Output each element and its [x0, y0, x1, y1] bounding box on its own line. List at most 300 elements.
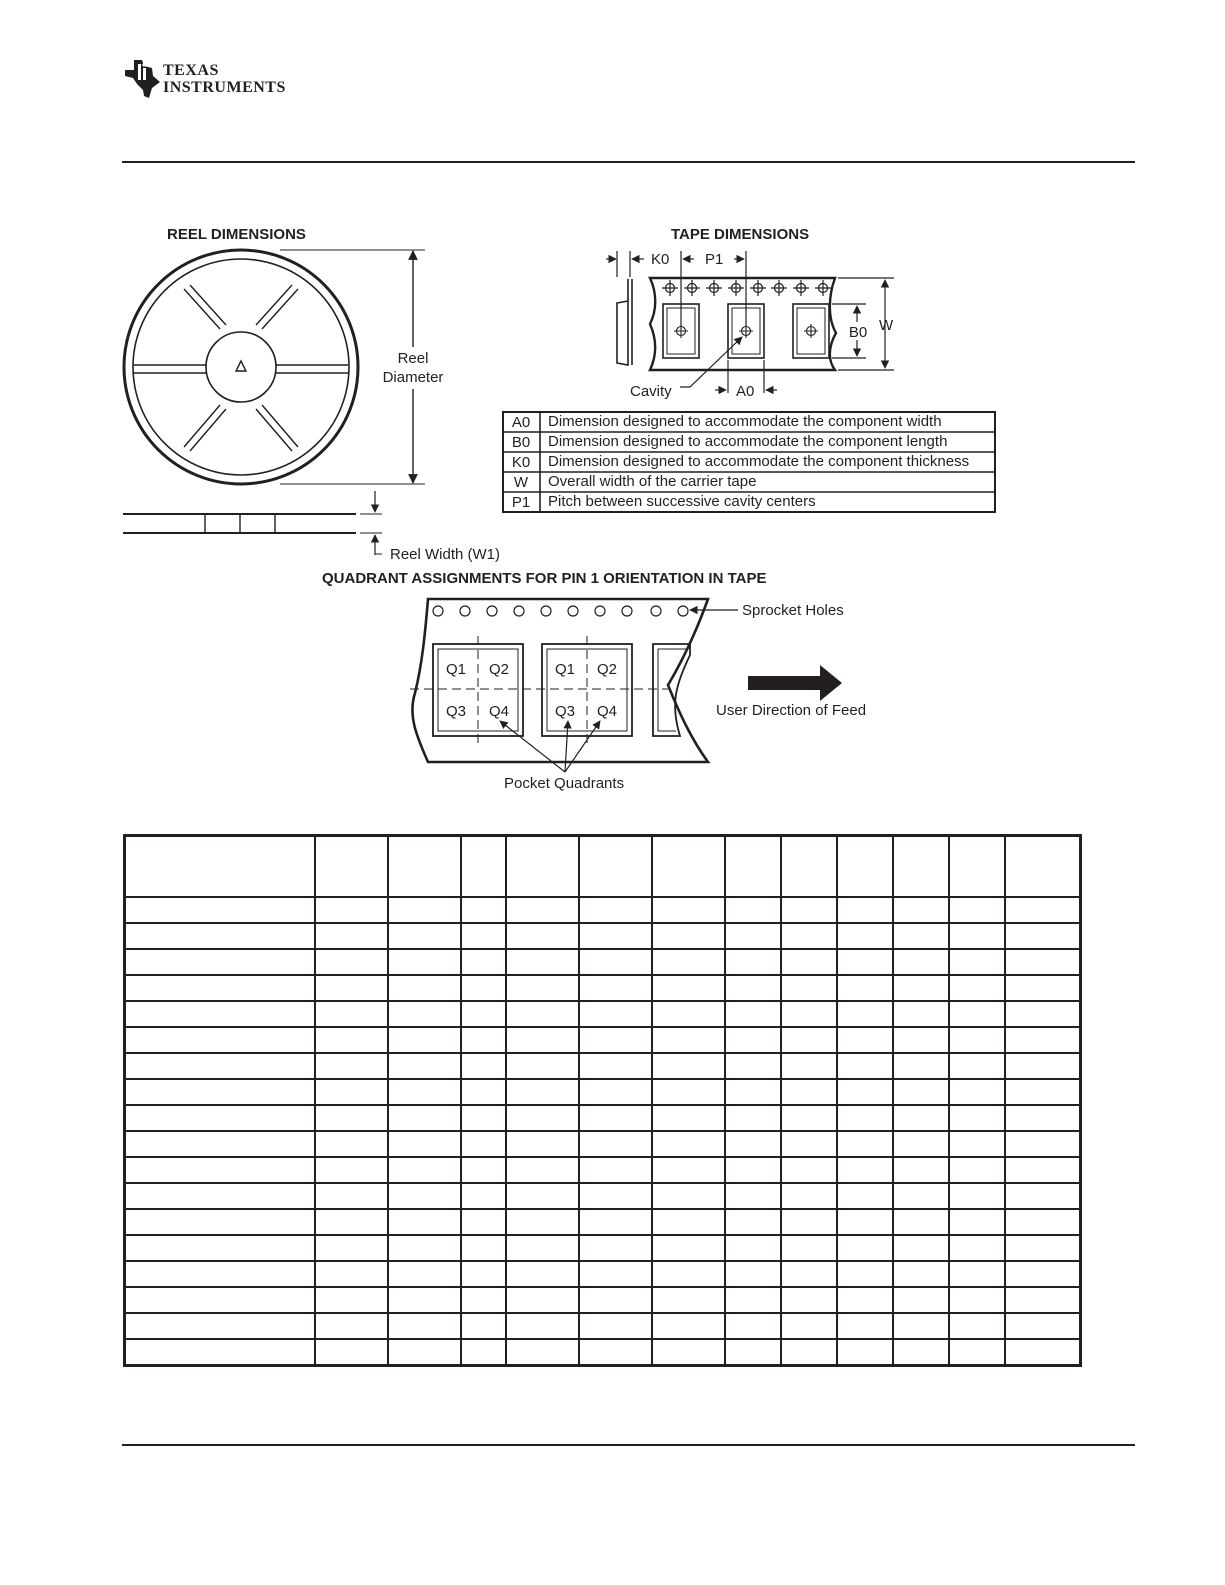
table-cell	[725, 1261, 781, 1287]
table-cell	[781, 1053, 837, 1079]
w-label: W	[879, 317, 894, 334]
table-cell	[388, 1261, 461, 1287]
table-row	[125, 1261, 1081, 1287]
table-cell	[949, 1001, 1005, 1027]
table-cell	[893, 1053, 949, 1079]
table-cell	[506, 923, 579, 949]
table-cell	[388, 1183, 461, 1209]
table-cell	[949, 1131, 1005, 1157]
table-cell	[837, 1287, 893, 1313]
table-cell	[315, 836, 388, 898]
table-cell	[893, 949, 949, 975]
table-cell	[461, 975, 506, 1001]
table-cell	[315, 1131, 388, 1157]
logo-line-2: INSTRUMENTS	[163, 79, 286, 96]
table-cell	[652, 1105, 725, 1131]
table-cell	[315, 949, 388, 975]
table-cell	[461, 1313, 506, 1339]
table-cell	[388, 949, 461, 975]
table-cell	[461, 1209, 506, 1235]
table-row	[125, 949, 1081, 975]
table-cell	[125, 1313, 315, 1339]
table-cell	[781, 1183, 837, 1209]
table-cell	[461, 1235, 506, 1261]
table-cell	[1005, 836, 1081, 898]
table-cell	[837, 949, 893, 975]
table-cell	[949, 1209, 1005, 1235]
table-cell	[388, 1313, 461, 1339]
table-cell	[506, 1235, 579, 1261]
table-cell	[781, 1261, 837, 1287]
pocket-quadrants-label: Pocket Quadrants	[504, 775, 625, 792]
table-cell	[315, 1235, 388, 1261]
table-cell	[315, 1105, 388, 1131]
table-cell	[388, 1079, 461, 1105]
table-cell	[1005, 949, 1081, 975]
table-cell	[315, 1183, 388, 1209]
table-cell	[461, 836, 506, 898]
table-cell	[949, 836, 1005, 898]
quadrant-label: Q4	[597, 703, 618, 720]
table-cell	[125, 1287, 315, 1313]
top-rule	[122, 161, 1135, 163]
table-cell	[949, 897, 1005, 923]
table-cell	[781, 1287, 837, 1313]
table-cell	[652, 836, 725, 898]
table-cell	[461, 1131, 506, 1157]
quadrant-label: Q4	[489, 703, 510, 720]
table-cell	[125, 1183, 315, 1209]
table-cell	[506, 1131, 579, 1157]
table-cell	[125, 1053, 315, 1079]
table-cell	[725, 1079, 781, 1105]
table-cell	[781, 1105, 837, 1131]
table-cell	[725, 897, 781, 923]
table-row	[125, 1001, 1081, 1027]
table-cell	[125, 1261, 315, 1287]
table-cell	[949, 1105, 1005, 1131]
feed-direction-label: User Direction of Feed	[716, 702, 867, 719]
table-cell	[652, 1183, 725, 1209]
table-cell	[125, 1105, 315, 1131]
table-cell	[461, 923, 506, 949]
table-cell	[125, 1001, 315, 1027]
table-cell	[579, 1001, 652, 1027]
table-cell	[579, 1339, 652, 1366]
table-cell	[781, 1313, 837, 1339]
table-cell	[1005, 975, 1081, 1001]
table-cell	[315, 1209, 388, 1235]
quadrant-title: QUADRANT ASSIGNMENTS FOR PIN 1 ORIENTATION IN TAPE	[322, 570, 767, 587]
table-cell	[1005, 1157, 1081, 1183]
table-cell	[837, 1053, 893, 1079]
table-cell	[315, 923, 388, 949]
table-cell	[893, 897, 949, 923]
table-cell	[315, 1261, 388, 1287]
table-cell	[125, 1235, 315, 1261]
table-cell	[949, 1079, 1005, 1105]
table-cell	[506, 1183, 579, 1209]
table-cell	[125, 975, 315, 1001]
table-cell	[461, 1287, 506, 1313]
table-cell	[781, 975, 837, 1001]
table-cell	[388, 1131, 461, 1157]
table-cell	[388, 836, 461, 898]
table-cell	[893, 1001, 949, 1027]
table-cell	[893, 1209, 949, 1235]
table-cell	[949, 949, 1005, 975]
table-cell	[1005, 1235, 1081, 1261]
table-cell	[506, 1261, 579, 1287]
b0-label: B0	[848, 324, 868, 341]
table-cell	[1005, 1027, 1081, 1053]
table-cell	[837, 1183, 893, 1209]
table-cell	[837, 1261, 893, 1287]
table-cell	[837, 975, 893, 1001]
table-cell	[725, 949, 781, 975]
table-cell	[388, 897, 461, 923]
table-cell	[652, 1001, 725, 1027]
table-cell	[949, 975, 1005, 1001]
table-cell	[461, 1339, 506, 1366]
table-cell	[781, 1157, 837, 1183]
table-cell	[506, 1105, 579, 1131]
table-cell	[388, 1157, 461, 1183]
table-cell	[652, 897, 725, 923]
table-cell	[1005, 1131, 1081, 1157]
table-cell	[652, 1079, 725, 1105]
table-cell	[506, 1079, 579, 1105]
table-cell	[506, 1339, 579, 1366]
tape-legend-table	[503, 412, 995, 512]
table-cell	[781, 1027, 837, 1053]
table-cell	[725, 1001, 781, 1027]
table-cell	[652, 1209, 725, 1235]
packaging-table-body	[125, 836, 1081, 1366]
table-cell	[1005, 1183, 1081, 1209]
packaging-table	[123, 834, 1082, 1367]
table-cell	[506, 897, 579, 923]
table-row	[125, 1183, 1081, 1209]
table-cell	[781, 1131, 837, 1157]
table-row	[125, 1131, 1081, 1157]
table-cell	[837, 1105, 893, 1131]
table-row	[125, 1313, 1081, 1339]
table-cell	[725, 1313, 781, 1339]
table-cell	[781, 1001, 837, 1027]
table-cell	[781, 1339, 837, 1366]
table-cell	[837, 1079, 893, 1105]
table-cell	[652, 1053, 725, 1079]
bottom-rule	[122, 1444, 1135, 1446]
tape-dimensions-title: TAPE DIMENSIONS	[671, 226, 810, 243]
table-cell	[506, 836, 579, 898]
table-cell	[125, 1209, 315, 1235]
table-cell	[781, 1209, 837, 1235]
table-cell	[725, 1209, 781, 1235]
table-cell	[579, 975, 652, 1001]
table-row	[125, 897, 1081, 923]
sprocket-holes-label: Sprocket Holes	[742, 602, 844, 619]
cavity-label: Cavity	[630, 383, 672, 400]
table-cell	[949, 1313, 1005, 1339]
table-cell	[837, 897, 893, 923]
legend-code: A0	[511, 414, 531, 431]
table-cell	[949, 1339, 1005, 1366]
table-cell	[781, 1235, 837, 1261]
table-cell	[781, 1079, 837, 1105]
table-cell	[579, 1157, 652, 1183]
table-cell	[388, 1027, 461, 1053]
table-cell	[579, 1287, 652, 1313]
table-row	[125, 1235, 1081, 1261]
quadrant-label: Q2	[489, 661, 510, 678]
table-row	[125, 1209, 1081, 1235]
table-cell	[579, 1079, 652, 1105]
table-row	[125, 1157, 1081, 1183]
table-cell	[652, 1235, 725, 1261]
table-cell	[506, 1001, 579, 1027]
table-cell	[461, 1261, 506, 1287]
table-cell	[725, 1157, 781, 1183]
company-logo-text	[163, 62, 286, 96]
table-cell	[579, 949, 652, 975]
table-cell	[1005, 1313, 1081, 1339]
table-cell	[388, 1105, 461, 1131]
table-cell	[725, 1287, 781, 1313]
table-cell	[461, 1079, 506, 1105]
table-cell	[893, 1313, 949, 1339]
table-cell	[893, 1157, 949, 1183]
table-row	[125, 1079, 1081, 1105]
table-cell	[893, 1079, 949, 1105]
table-cell	[837, 1157, 893, 1183]
table-cell	[837, 923, 893, 949]
table-cell	[949, 1183, 1005, 1209]
table-cell	[837, 1209, 893, 1235]
table-cell	[125, 1027, 315, 1053]
table-cell	[1005, 923, 1081, 949]
table-cell	[579, 897, 652, 923]
table-cell	[781, 949, 837, 975]
table-cell	[388, 1287, 461, 1313]
table-cell	[315, 1339, 388, 1366]
quadrant-label: Q3	[555, 703, 576, 720]
table-cell	[725, 1183, 781, 1209]
table-cell	[579, 1313, 652, 1339]
table-cell	[579, 1027, 652, 1053]
table-cell	[579, 1235, 652, 1261]
reel-dimensions-title: REEL DIMENSIONS	[167, 226, 306, 243]
table-cell	[725, 1235, 781, 1261]
p1-label: P1	[705, 251, 724, 268]
table-cell	[388, 1209, 461, 1235]
reel-front-view	[124, 250, 358, 484]
tape-side-view	[617, 279, 632, 365]
table-cell	[949, 1027, 1005, 1053]
table-cell	[125, 1079, 315, 1105]
table-cell	[725, 975, 781, 1001]
table-cell	[315, 1001, 388, 1027]
table-cell	[125, 949, 315, 975]
table-cell	[506, 1027, 579, 1053]
table-cell	[315, 1313, 388, 1339]
table-cell	[461, 1105, 506, 1131]
table-cell	[461, 897, 506, 923]
table-cell	[1005, 1105, 1081, 1131]
quadrant-label: Q1	[446, 661, 467, 678]
quadrant-callouts	[500, 610, 738, 772]
table-cell	[388, 1339, 461, 1366]
table-cell	[949, 1287, 1005, 1313]
table-cell	[461, 1157, 506, 1183]
table-cell	[837, 1235, 893, 1261]
table-cell	[652, 949, 725, 975]
table-cell	[506, 975, 579, 1001]
table-cell	[1005, 1079, 1081, 1105]
table-cell	[652, 1027, 725, 1053]
legend-desc: Dimension designed to accommodate the component width	[548, 413, 942, 430]
table-cell	[837, 1131, 893, 1157]
legend-code: W	[513, 474, 529, 491]
table-cell	[837, 1027, 893, 1053]
table-cell	[893, 1287, 949, 1313]
table-cell	[1005, 1339, 1081, 1366]
table-cell	[893, 836, 949, 898]
table-cell	[652, 975, 725, 1001]
table-cell	[506, 949, 579, 975]
a0-label: A0	[736, 383, 755, 400]
table-cell	[725, 836, 781, 898]
table-cell	[1005, 1053, 1081, 1079]
table-cell	[506, 1157, 579, 1183]
table-cell	[125, 897, 315, 923]
table-cell	[315, 897, 388, 923]
table-cell	[652, 1339, 725, 1366]
table-cell	[461, 1183, 506, 1209]
table-cell	[506, 1313, 579, 1339]
reel-and-tape-figure	[120, 215, 1120, 815]
table-cell	[949, 1157, 1005, 1183]
table-cell	[579, 1209, 652, 1235]
table-cell	[1005, 1287, 1081, 1313]
table-cell	[1005, 897, 1081, 923]
table-cell	[125, 1157, 315, 1183]
table-cell	[1005, 1261, 1081, 1287]
table-cell	[315, 1157, 388, 1183]
feed-direction-arrow-icon	[748, 665, 842, 701]
table-cell	[652, 923, 725, 949]
k0-dimension	[606, 251, 644, 277]
table-cell	[652, 1287, 725, 1313]
table-cell	[949, 1053, 1005, 1079]
table-cell	[315, 975, 388, 1001]
table-cell	[315, 1053, 388, 1079]
table-cell	[579, 1261, 652, 1287]
table-header-row	[125, 836, 1081, 898]
table-cell	[315, 1287, 388, 1313]
table-cell	[652, 1313, 725, 1339]
table-cell	[893, 1261, 949, 1287]
table-row	[125, 975, 1081, 1001]
table-cell	[893, 1027, 949, 1053]
table-cell	[725, 1339, 781, 1366]
reel-side-view	[123, 491, 382, 555]
table-row	[125, 1287, 1081, 1313]
table-cell	[837, 1339, 893, 1366]
reel-width-label: Reel Width (W1)	[390, 546, 501, 563]
legend-code: B0	[511, 434, 531, 451]
table-cell	[1005, 1001, 1081, 1027]
table-cell	[125, 836, 315, 898]
table-row	[125, 923, 1081, 949]
table-cell	[506, 1287, 579, 1313]
table-cell	[579, 836, 652, 898]
table-cell	[781, 923, 837, 949]
table-cell	[725, 1131, 781, 1157]
table-cell	[461, 1001, 506, 1027]
table-cell	[652, 1261, 725, 1287]
table-cell	[388, 1001, 461, 1027]
table-cell	[837, 1001, 893, 1027]
legend-desc: Pitch between successive cavity centers	[548, 493, 816, 510]
table-cell	[893, 923, 949, 949]
table-cell	[837, 1313, 893, 1339]
legend-code: P1	[511, 494, 531, 511]
table-cell	[1005, 1209, 1081, 1235]
table-cell	[725, 923, 781, 949]
table-cell	[315, 1079, 388, 1105]
quadrant-label: Q1	[555, 661, 576, 678]
table-row	[125, 1053, 1081, 1079]
table-cell	[388, 1235, 461, 1261]
table-cell	[949, 923, 1005, 949]
table-cell	[893, 1105, 949, 1131]
quadrant-tape-diagram	[410, 599, 708, 762]
quadrant-label: Q3	[446, 703, 467, 720]
legend-code: K0	[511, 454, 531, 471]
table-cell	[506, 1209, 579, 1235]
table-cell	[461, 949, 506, 975]
quadrant-label: Q2	[597, 661, 618, 678]
legend-desc: Dimension designed to accommodate the component length	[548, 433, 948, 450]
table-row	[125, 1339, 1081, 1366]
table-cell	[949, 1261, 1005, 1287]
table-cell	[781, 836, 837, 898]
table-cell	[725, 1053, 781, 1079]
reel-diameter-label-2: Diameter	[382, 369, 444, 386]
table-cell	[652, 1157, 725, 1183]
table-cell	[837, 836, 893, 898]
table-cell	[125, 1131, 315, 1157]
logo-line-1: TEXAS	[163, 62, 219, 79]
table-cell	[125, 1339, 315, 1366]
table-cell	[579, 1105, 652, 1131]
table-cell	[388, 975, 461, 1001]
table-cell	[893, 1183, 949, 1209]
table-cell	[893, 1235, 949, 1261]
table-cell	[125, 923, 315, 949]
legend-desc: Dimension designed to accommodate the component thickness	[548, 453, 970, 470]
table-cell	[579, 923, 652, 949]
table-cell	[461, 1027, 506, 1053]
reel-diameter-label-1: Reel	[397, 350, 429, 367]
table-cell	[893, 975, 949, 1001]
table-cell	[388, 1053, 461, 1079]
table-cell	[725, 1027, 781, 1053]
table-cell	[506, 1053, 579, 1079]
carrier-tape-top-view	[650, 278, 836, 370]
